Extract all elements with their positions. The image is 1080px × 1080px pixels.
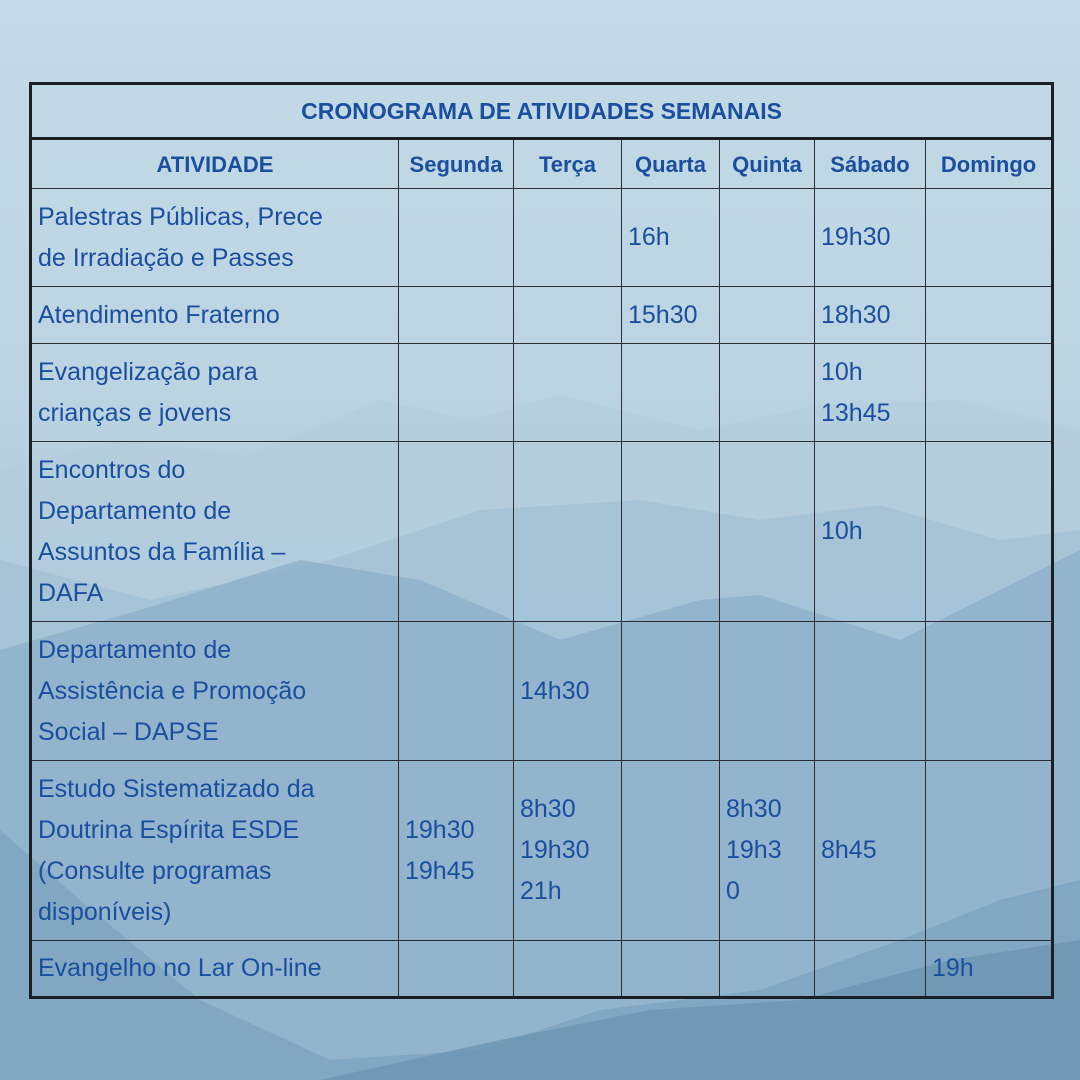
time-cell (399, 442, 514, 622)
time-cell (815, 941, 926, 998)
time-cell (926, 442, 1053, 622)
time-cell (399, 189, 514, 287)
time-cell: 19h30 19h45 (399, 761, 514, 941)
time-cell: 10h 13h45 (815, 344, 926, 442)
time-cell (720, 344, 815, 442)
time-cell: 10h (815, 442, 926, 622)
column-header: Segunda (399, 139, 514, 189)
time-cell: 19h30 (815, 189, 926, 287)
time-cell (399, 344, 514, 442)
time-cell (622, 344, 720, 442)
time-cell: 8h30 19h3 0 (720, 761, 815, 941)
time-cell: 14h30 (514, 622, 622, 761)
time-cell (399, 287, 514, 344)
activity-cell: Encontros do Departamento de Assuntos da Família – DAFA (31, 442, 399, 622)
time-cell: 16h (622, 189, 720, 287)
activity-cell: Departamento de Assistência e Promoção Social – DAPSE (31, 622, 399, 761)
time-cell (926, 622, 1053, 761)
table-row (31, 622, 1053, 761)
activity-cell: Evangelho no Lar On-line (31, 941, 399, 998)
table-row (31, 189, 1053, 287)
time-cell (720, 941, 815, 998)
table-row (31, 287, 1053, 344)
time-cell: 8h30 19h30 21h (514, 761, 622, 941)
column-header: Sábado (815, 139, 926, 189)
column-header: Quarta (622, 139, 720, 189)
time-cell (815, 622, 926, 761)
time-cell (399, 622, 514, 761)
time-cell (514, 287, 622, 344)
time-cell (622, 442, 720, 622)
column-header: ATIVIDADE (31, 139, 399, 189)
time-cell (720, 442, 815, 622)
time-cell (720, 287, 815, 344)
time-cell (514, 442, 622, 622)
time-cell (399, 941, 514, 998)
table-row (31, 761, 1053, 941)
time-cell (514, 344, 622, 442)
time-cell (622, 941, 720, 998)
activity-cell: Evangelização para crianças e jovens (31, 344, 399, 442)
time-cell (926, 761, 1053, 941)
table-row (31, 941, 1053, 998)
time-cell (514, 941, 622, 998)
table-row (31, 442, 1053, 622)
activity-cell: Palestras Públicas, Prece de Irradiação e Passes (31, 189, 399, 287)
column-header: Terça (514, 139, 622, 189)
time-cell (622, 761, 720, 941)
time-cell (720, 189, 815, 287)
time-cell: 18h30 (815, 287, 926, 344)
time-cell: 8h45 (815, 761, 926, 941)
time-cell (720, 622, 815, 761)
time-cell (926, 287, 1053, 344)
schedule-table (29, 82, 1054, 999)
activity-cell: Estudo Sistematizado da Doutrina Espírita ESDE (Consulte programas disponíveis) (31, 761, 399, 941)
table-row (31, 344, 1053, 442)
time-cell: 15h30 (622, 287, 720, 344)
time-cell (926, 189, 1053, 287)
activity-cell: Atendimento Fraterno (31, 287, 399, 344)
column-header: Quinta (720, 139, 815, 189)
time-cell (926, 344, 1053, 442)
table-title: CRONOGRAMA DE ATIVIDADES SEMANAIS (31, 84, 1053, 139)
column-header: Domingo (926, 139, 1053, 189)
time-cell (514, 189, 622, 287)
time-cell: 19h (926, 941, 1053, 998)
time-cell (622, 622, 720, 761)
